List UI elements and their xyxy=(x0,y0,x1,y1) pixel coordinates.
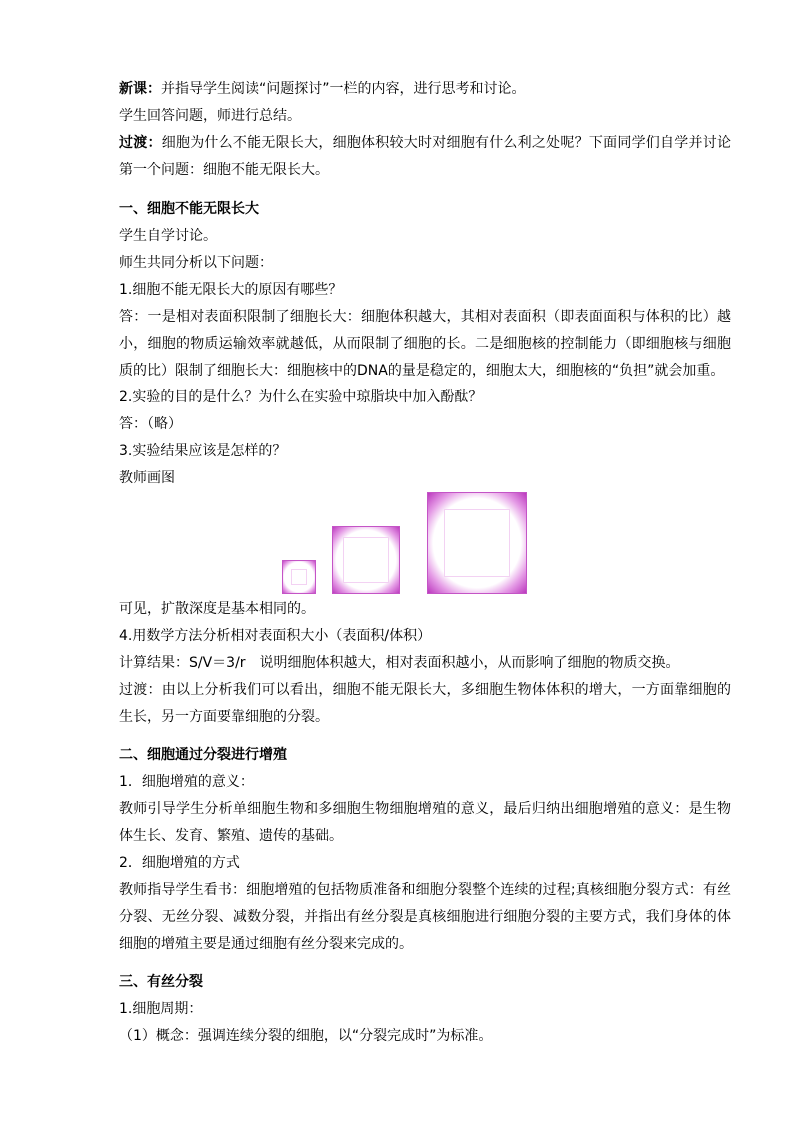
self-study-paragraph: 学生自学讨论。 xyxy=(119,228,217,244)
subsection-methods: 2．细胞增殖的方式 xyxy=(119,855,240,871)
analysis-intro-paragraph: 师生共同分析以下问题： xyxy=(119,255,273,271)
medium-square xyxy=(332,526,400,594)
calculation-paragraph: 计算结果：S/V＝3/r 说明细胞体积越大，相对表面积越小，从而影响了细胞的物质交换。 xyxy=(119,655,680,671)
answer-1: 答：一是相对表面积限制了细胞长大：细胞体积越大，其相对表面积（即表面面积与体积的比）越小，细胞的物质运输效率就越低，从而限制了细胞的长。二是细胞核的控制能力（即细胞核与细胞质的比）限制了细胞长大：细胞核中的DNA的量是稳定的，细胞太大，细胞核的“负担”就会加重。 xyxy=(119,309,731,380)
conclusion-paragraph: 可见，扩散深度是基本相同的。 xyxy=(119,601,315,617)
student-answer-paragraph: 学生回答问题，师进行总结。 xyxy=(119,108,301,124)
question-3: 3.实验结果应该是怎样的？ xyxy=(119,443,287,459)
significance-paragraph: 教师引导学生分析单细胞生物和多细胞生物细胞增殖的意义，最后归纳出细胞增殖的意义：是生物体生长、发育、繁殖、遗传的基础。 xyxy=(119,801,731,845)
transition-paragraph-2: 过渡：由以上分析我们可以看出，细胞不能无限长大，多细胞生物体体积的增大，一方面靠细胞的生长，另一方面要靠细胞的分裂。 xyxy=(119,682,731,726)
methods-paragraph: 教师指导学生看书：细胞增殖的包括物质准备和细胞分裂整个连续的过程;真核细胞分裂方式：有丝分裂、无丝分裂、减数分裂，并指出有丝分裂是真核细胞进行细胞分裂的主要方式，我们身体的体细胞的增殖主要是通过细胞有丝分裂来完成的。 xyxy=(119,882,731,953)
large-square xyxy=(427,492,527,594)
diffusion-squares-figure xyxy=(280,490,530,596)
transition-label: 过渡： xyxy=(119,135,162,151)
concept-paragraph: （1）概念：强调连续分裂的细胞，以“分裂完成时”为标准。 xyxy=(119,1028,493,1044)
transition-text: 细胞为什么不能无限长大，细胞体积较大时对细胞有什么利之处呢？下面同学们自学并讨论第一个问题：细胞不能无限长大。 xyxy=(119,135,732,179)
question-1: 1.细胞不能无限长大的原因有哪些？ xyxy=(119,282,343,298)
new-lesson-paragraph xyxy=(91,76,731,103)
section-heading-1: 一、细胞不能无限长大 xyxy=(119,201,259,217)
subsection-cell-cycle: 1.细胞周期： xyxy=(119,1001,203,1017)
section-heading-2: 二、细胞通过分裂进行增殖 xyxy=(119,747,287,763)
question-4: 4.用数学方法分析相对表面积大小（表面积/体积） xyxy=(119,628,432,644)
answer-2: 答：（略） xyxy=(119,416,182,432)
new-lesson-text: 并指导学生阅读“问题探讨”一栏的内容，进行思考和讨论。 xyxy=(161,81,526,97)
small-square xyxy=(282,560,316,594)
section-heading-3: 三、有丝分裂 xyxy=(119,974,203,990)
teacher-draws-paragraph: 教师画图 xyxy=(119,470,175,486)
new-lesson-label: 新课： xyxy=(119,81,161,97)
question-2: 2.实验的目的是什么？为什么在实验中琼脂块中加入酚酞？ xyxy=(119,389,483,405)
subsection-significance: 1．细胞增殖的意义： xyxy=(119,774,254,790)
transition-paragraph-1 xyxy=(91,130,731,184)
